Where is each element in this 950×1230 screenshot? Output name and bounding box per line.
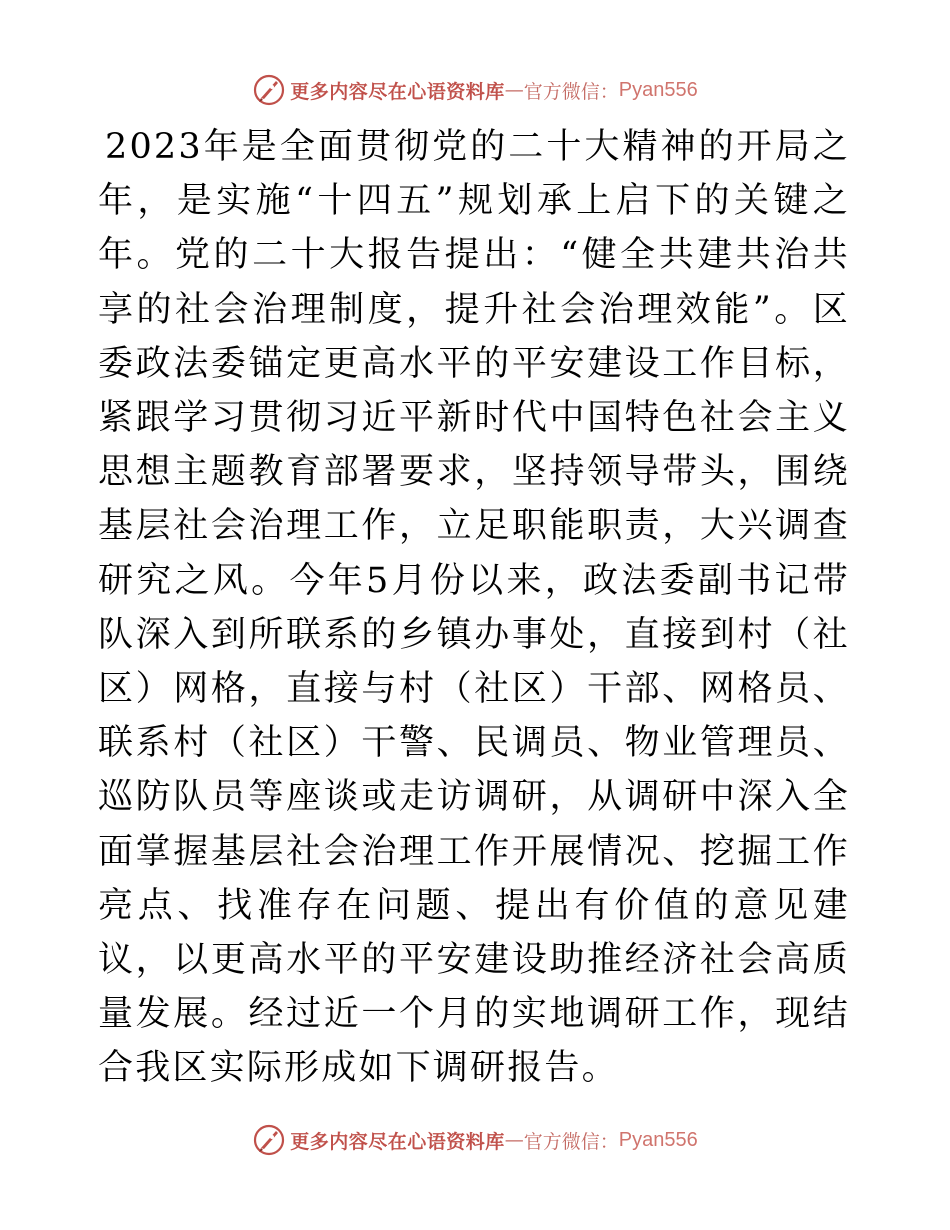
watermark-dash: — bbox=[504, 1129, 524, 1151]
watermark-wechat-label: 官方微信： bbox=[523, 80, 619, 103]
footer-watermark bbox=[0, 1120, 950, 1160]
body-paragraph: 2023年是全面贯彻党的二十大精神的开局之年，是实施“十四五”规划承上启下的关键之年。党的二十大报告提出：“健全共建共治共享的社会治理制度，提升社会治理效能”。区委政法委锚定更高水平的平安建设工作目标，紧跟学习贯彻习近平新时代中国特色社会主义思想主题教育部署要求，坚持领导带头，围绕基层社会治理工作，立足职能职责，大兴调查研究之风。今年5月份以来，政法委副书记带队深入到所联系的乡镇办事处，直接到村（社区）网格，直接与村（社区）干部、网格员、联系村（社区）干警、民调员、物业管理员、巡防队员等座谈或走访调研，从调研中深入全面掌握基层社会治理工作开展情况、挖掘工作亮点、找准存在问题、提出有价值的意见建议，以更高水平的平安建设助推经济社会高质量发展。经过近一个月的实地调研工作，现结合我区实际形成如下调研报告。 bbox=[98, 127, 850, 1089]
quill-pen-icon bbox=[252, 73, 286, 107]
header-watermark bbox=[0, 70, 950, 110]
watermark-wechat-id: Pyan556 bbox=[618, 1128, 698, 1151]
watermark-site-text: 更多内容尽在心语资料库 bbox=[290, 1130, 505, 1153]
watermark-dash: — bbox=[504, 79, 524, 101]
watermark-wechat-id: Pyan556 bbox=[618, 78, 698, 101]
document-body bbox=[98, 120, 850, 1096]
quill-pen-icon bbox=[252, 1123, 286, 1157]
watermark-site-text: 更多内容尽在心语资料库 bbox=[290, 80, 505, 103]
watermark-wechat-label: 官方微信： bbox=[523, 1130, 619, 1153]
